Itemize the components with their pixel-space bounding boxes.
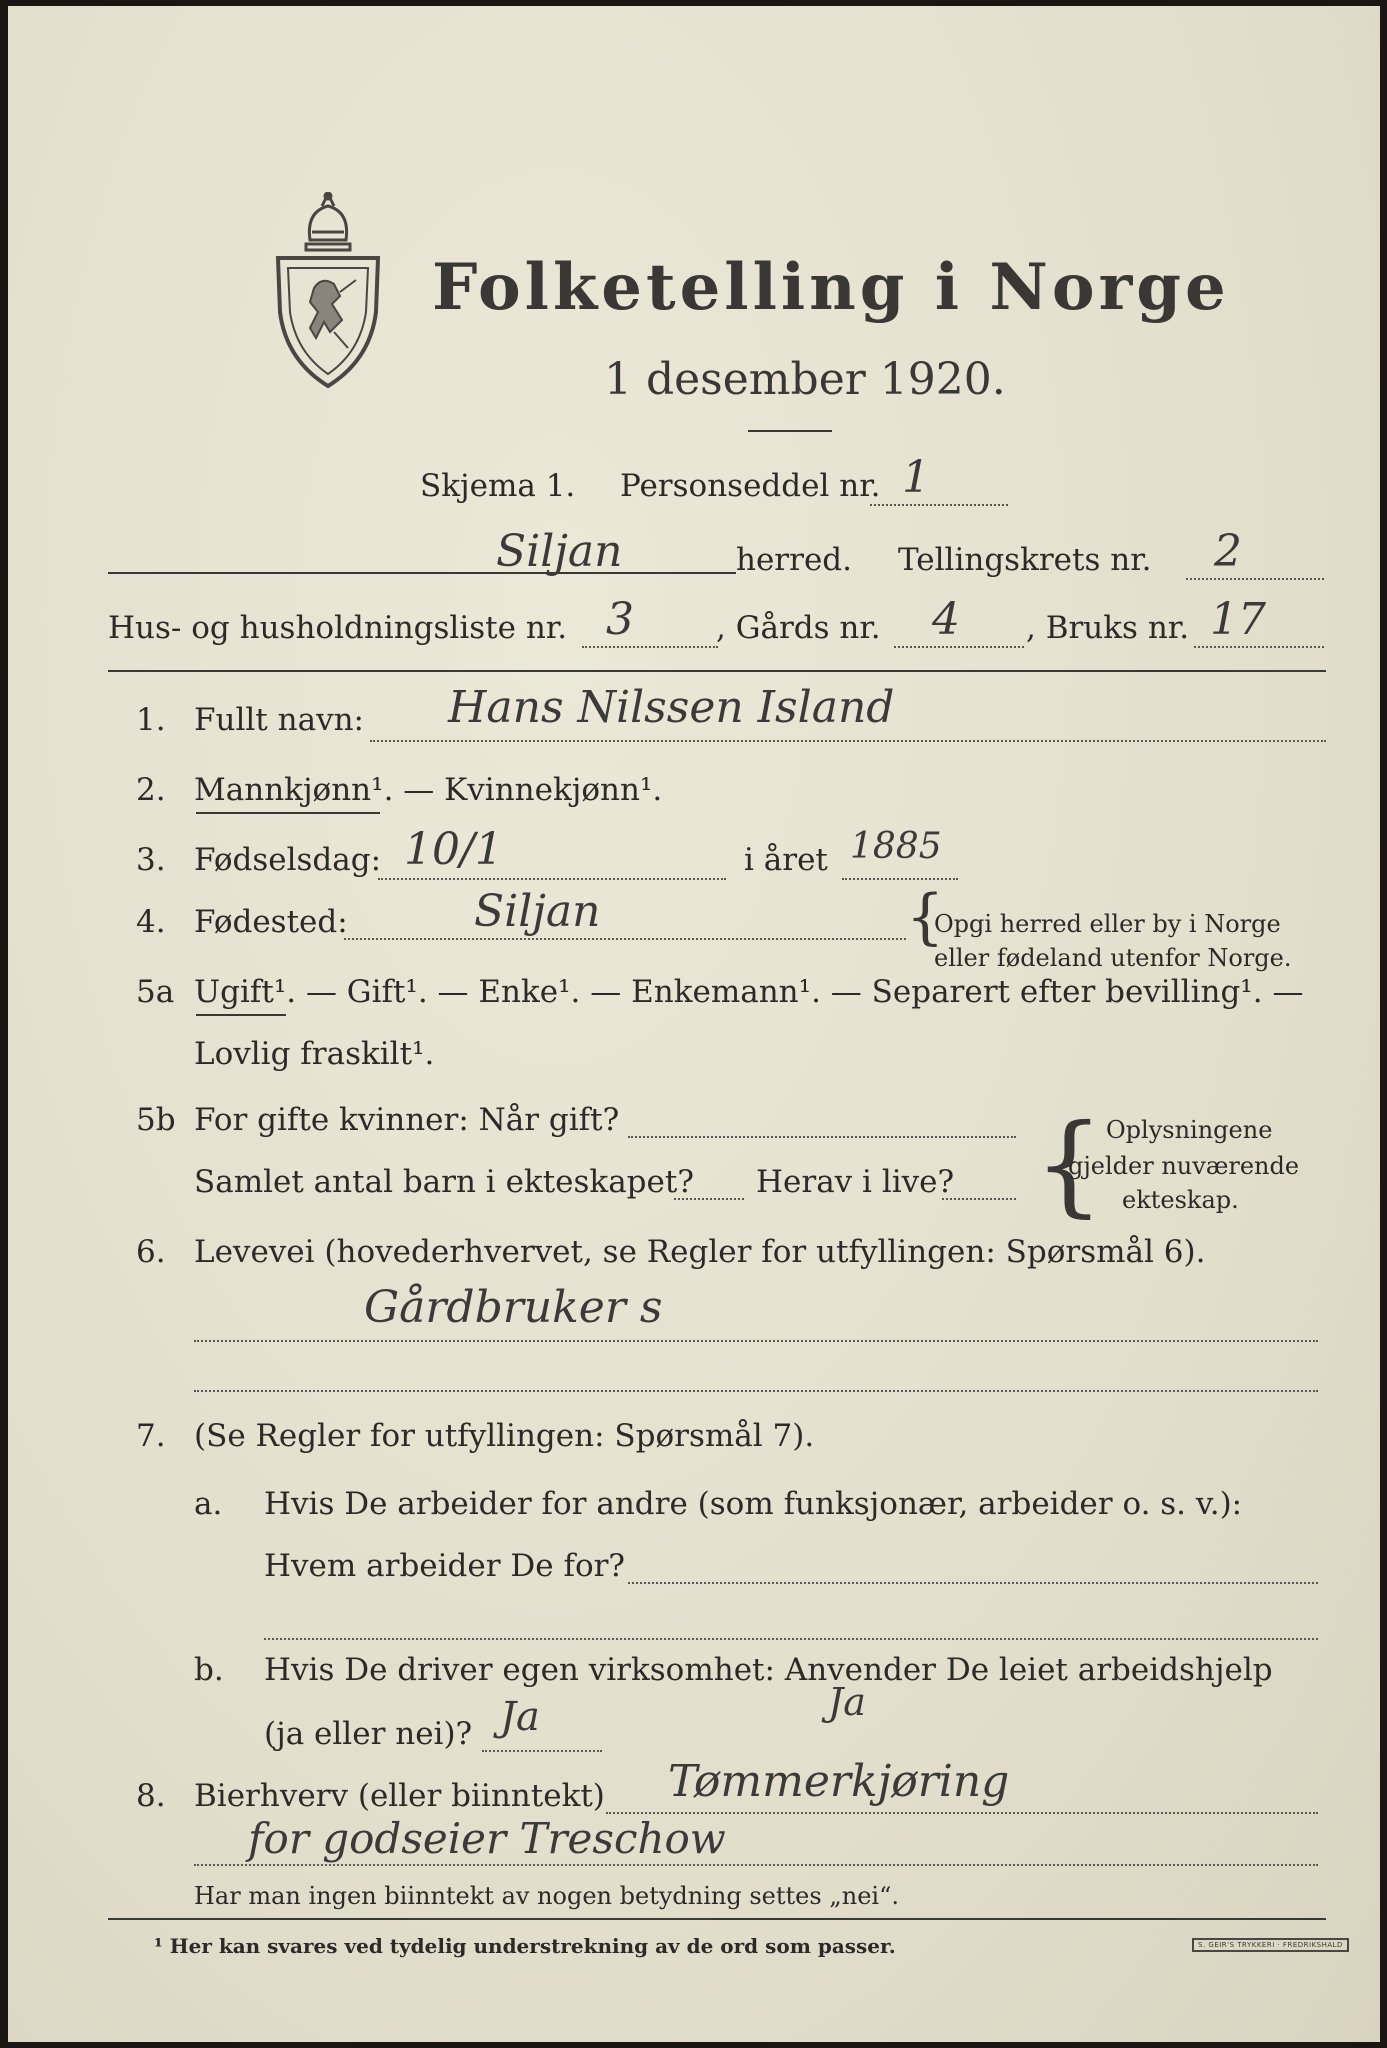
q5b-label: For gifte kvinner: Når gift? <box>194 1102 620 1138</box>
q4-note-1: Opgi herred eller by i Norge <box>934 910 1281 938</box>
q7b-value-2[interactable]: Ja <box>828 1680 866 1724</box>
footnote: ¹ Her kan svares ved tydelig understrekning av de ord som passer. <box>154 1934 896 1958</box>
q5b-label-2: Samlet antal barn i ekteskapet? <box>194 1164 694 1200</box>
q3-year-line <box>842 878 958 880</box>
q5b-note-3: ekteskap. <box>1122 1186 1239 1214</box>
q7a-label-2: Hvem arbeider De for? <box>264 1548 626 1584</box>
q5b-live-line <box>942 1198 1016 1200</box>
q2-label: Mannkjønn¹. — Kvinnekjønn¹. <box>194 772 663 808</box>
q5b-note-1: Oplysningene <box>1106 1116 1273 1144</box>
tellingskrets-label: Tellingskrets nr. <box>898 542 1152 578</box>
q3-year-label: i året <box>744 842 828 878</box>
q3-label: Fødselsdag: <box>194 842 382 878</box>
q1-number: 1. <box>136 702 166 738</box>
q5a-underline <box>196 1014 286 1016</box>
census-form <box>8 6 1380 2042</box>
q5b-number: 5b <box>136 1102 176 1138</box>
tellingskrets-value[interactable]: 2 <box>1214 526 1242 577</box>
q1-label: Fullt navn: <box>194 702 364 738</box>
side-income-value-2[interactable]: for godseier Treschow <box>248 1814 726 1863</box>
gards-label: , Gårds nr. <box>716 610 881 646</box>
q2-number: 2. <box>136 772 166 808</box>
q5b-children-line <box>674 1198 744 1200</box>
gards-value[interactable]: 4 <box>932 594 960 645</box>
q8-label: Bierhverv (eller biinntekt) <box>194 1778 605 1814</box>
q7a-line-1 <box>628 1582 1318 1584</box>
q6-line-1 <box>194 1340 1318 1342</box>
q3-line <box>378 878 726 880</box>
q5b-brace: { <box>1034 1100 1104 1228</box>
tellingskrets-line <box>1186 578 1324 580</box>
personseddel-label: Personseddel nr. <box>620 468 881 504</box>
bruks-line <box>1194 646 1324 648</box>
q5a-number: 5a <box>136 974 175 1010</box>
q7b-line <box>482 1750 602 1752</box>
hus-label: Hus- og husholdningsliste nr. <box>108 610 568 646</box>
q7-number: 7. <box>136 1418 166 1454</box>
q7b-value[interactable]: Ja <box>500 1694 540 1740</box>
q8-number: 8. <box>136 1778 166 1814</box>
bruks-value[interactable]: 17 <box>1210 594 1266 645</box>
q5a-label-2: Lovlig fraskilt¹. <box>194 1036 435 1072</box>
side-income-value[interactable]: Tømmerkjøring <box>668 1756 1010 1807</box>
coat-of-arms-icon <box>270 192 386 392</box>
schema-label: Skjema 1. <box>420 468 576 504</box>
footer-divider <box>108 1918 1326 1920</box>
printer-stamp: S. GEIR'S TRYKKERI · FREDRIKSHALD <box>1192 1938 1349 1952</box>
q8-note: Har man ingen biinntekt av nogen betydning settes „nei“. <box>194 1882 899 1910</box>
q4-label: Fødested: <box>194 904 348 940</box>
q5a-label: Ugift¹. — Gift¹. — Enke¹. — Enkemann¹. — Separert efter bevilling¹. — <box>194 974 1304 1010</box>
q8-line-2 <box>194 1864 1318 1866</box>
bruks-label: , Bruks nr. <box>1026 610 1190 646</box>
personseddel-value[interactable]: 1 <box>902 452 930 503</box>
q7a-label: Hvis De arbeider for andre (som funksjonær, arbeider o. s. v.): <box>264 1486 1243 1522</box>
q7b-label: Hvis De driver egen virksomhet: Anvender De leiet arbeidshjelp <box>264 1652 1273 1688</box>
q6-line-2 <box>194 1390 1318 1392</box>
q5b-live-label: Herav i live? <box>756 1164 955 1200</box>
section-divider <box>108 670 1326 672</box>
birth-year-value[interactable]: 1885 <box>850 826 942 867</box>
q4-note-2: eller fødeland utenfor Norge. <box>934 944 1292 972</box>
q7b-letter: b. <box>194 1652 224 1688</box>
title-divider <box>748 430 832 432</box>
birthplace-value[interactable]: Siljan <box>474 886 601 937</box>
q2-underline <box>196 812 380 814</box>
q6-label: Levevei (hovederhvervet, se Regler for utfyllingen: Spørsmål 6). <box>194 1234 1206 1270</box>
q7b-label-2: (ja eller nei)? <box>264 1716 473 1752</box>
birthday-value[interactable]: 10/1 <box>404 824 503 875</box>
q7a-line-2 <box>264 1638 1318 1640</box>
herred-label: herred. <box>736 542 852 578</box>
occupation-value[interactable]: Gårdbruker s <box>364 1282 663 1333</box>
q6-number: 6. <box>136 1234 166 1270</box>
q7-label: (Se Regler for utfyllingen: Spørsmål 7). <box>194 1418 815 1454</box>
hus-value[interactable]: 3 <box>606 594 634 645</box>
census-date: 1 desember 1920. <box>604 354 1006 405</box>
q4-number: 4. <box>136 904 166 940</box>
q3-number: 3. <box>136 842 166 878</box>
full-name-value[interactable]: Hans Nilssen Island <box>448 682 895 733</box>
gards-line <box>894 646 1024 648</box>
q1-line <box>370 740 1326 742</box>
q5b-line <box>628 1136 1016 1138</box>
q5b-note-2: gjelder nuværende <box>1068 1152 1300 1180</box>
form-title: Folketelling i Norge <box>432 250 1230 325</box>
hus-line <box>582 646 718 648</box>
q7a-letter: a. <box>194 1486 223 1522</box>
personseddel-line <box>870 504 1008 506</box>
q4-line <box>344 938 906 940</box>
herred-line <box>108 572 736 574</box>
q4-brace: { <box>906 882 945 952</box>
herred-value[interactable]: Siljan <box>496 526 623 577</box>
